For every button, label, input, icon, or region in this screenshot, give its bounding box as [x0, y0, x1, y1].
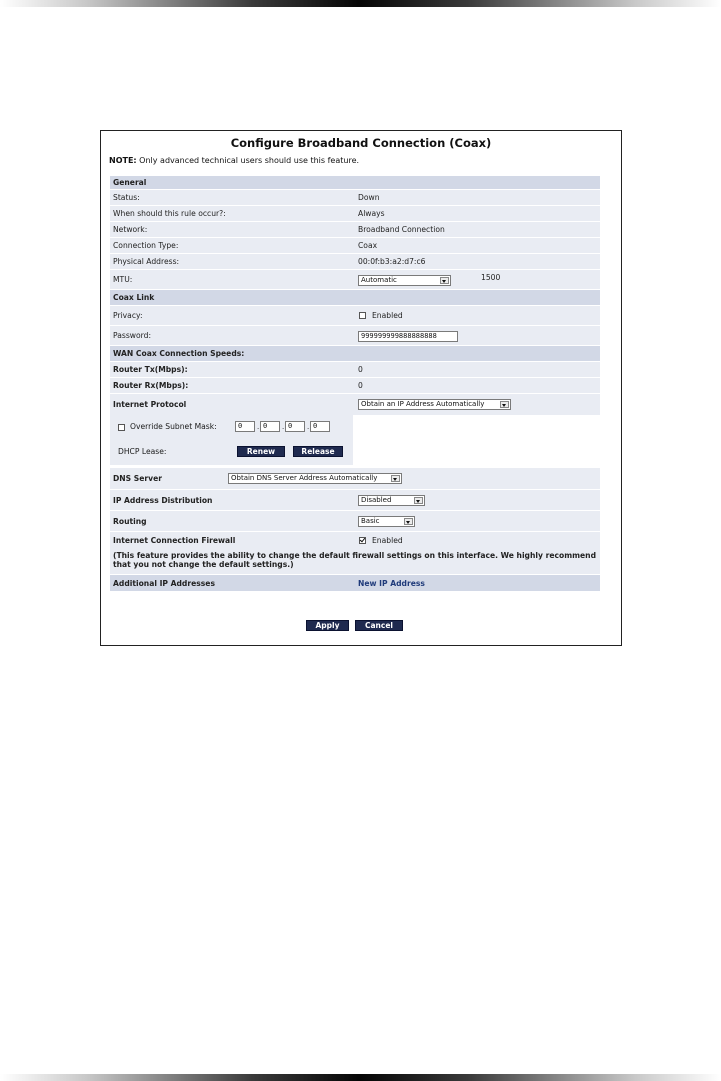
- firewall-note: (This feature provides the ability to change the default firewall settings on this interface. We highly recommend that you not change the default settings.): [113, 551, 597, 569]
- row-ip-distribution: [110, 489, 600, 510]
- row-router-tx: [110, 361, 600, 377]
- row-additional-ip: [110, 574, 600, 591]
- network-label: Network:: [113, 225, 148, 234]
- subnet-octet-1[interactable]: 0: [235, 421, 255, 432]
- internet-protocol-label: Internet Protocol: [113, 400, 187, 409]
- page-title: Configure Broadband Connection (Coax): [230, 136, 492, 150]
- additional-ip-label: Additional IP Addresses: [113, 579, 215, 588]
- row-dns-server: [110, 467, 600, 489]
- row-rule: [110, 205, 600, 221]
- wan-speeds-header: WAN Coax Connection Speeds:: [113, 349, 245, 358]
- new-ip-address-link[interactable]: New IP Address: [358, 579, 425, 588]
- firewall-label: Internet Connection Firewall: [113, 536, 236, 545]
- physical-address-label: Physical Address:: [113, 257, 180, 266]
- password-input[interactable]: 999999999888888888: [358, 331, 458, 342]
- row-mtu: [110, 269, 600, 289]
- subnet-octet-4[interactable]: 0: [310, 421, 330, 432]
- note-text: [109, 156, 359, 165]
- router-tx-value: 0: [358, 365, 363, 374]
- bottom-decorative-bar: [0, 1074, 721, 1081]
- chevron-down-icon: [414, 497, 423, 504]
- row-routing: [110, 510, 600, 531]
- chevron-down-icon: [500, 401, 509, 408]
- mtu-value: 1500: [481, 273, 501, 282]
- dns-server-select-value: Obtain DNS Server Address Automatically: [231, 474, 378, 482]
- chevron-down-icon: [391, 475, 400, 482]
- firewall-enabled-label: Enabled: [372, 536, 403, 545]
- router-rx-value: 0: [358, 381, 363, 390]
- status-label: Status:: [113, 193, 140, 202]
- status-value: Down: [358, 193, 380, 202]
- rule-value: Always: [358, 209, 385, 218]
- release-button[interactable]: Release: [293, 446, 343, 457]
- mtu-select-value: Automatic: [361, 276, 397, 284]
- internet-protocol-select[interactable]: [358, 399, 511, 410]
- row-router-rx: [110, 377, 600, 393]
- connection-type-value: Coax: [358, 241, 378, 250]
- subnet-octet-3[interactable]: 0: [285, 421, 305, 432]
- chevron-down-icon: [404, 518, 413, 525]
- note-prefix: NOTE:: [109, 156, 137, 165]
- override-subnet-label: Override Subnet Mask:: [130, 422, 217, 431]
- subnet-dot: .: [282, 423, 285, 431]
- connection-type-label: Connection Type:: [113, 241, 179, 250]
- routing-select-value: Basic: [361, 517, 380, 525]
- general-header: General: [113, 178, 147, 187]
- privacy-enabled-label: Enabled: [372, 311, 403, 320]
- internet-protocol-subpanel: [110, 415, 353, 465]
- row-firewall: [110, 531, 600, 548]
- top-decorative-bar: [0, 0, 721, 7]
- row-firewall-note: [110, 548, 600, 574]
- row-internet-protocol: [110, 393, 600, 415]
- section-wan-speeds: [110, 345, 600, 361]
- dhcp-lease-label: DHCP Lease:: [118, 447, 167, 456]
- section-coax-link: [110, 289, 600, 305]
- section-general: [110, 176, 600, 189]
- renew-button[interactable]: Renew: [237, 446, 285, 457]
- privacy-label: Privacy:: [113, 311, 143, 320]
- config-panel: [100, 130, 622, 646]
- note-body: Only advanced technical users should use this feature.: [136, 156, 360, 165]
- privacy-checkbox[interactable]: [359, 312, 366, 319]
- password-label: Password:: [113, 331, 152, 340]
- row-status: [110, 189, 600, 205]
- physical-address-value: 00:0f:b3:a2:d7:c6: [358, 257, 426, 266]
- row-physical-address: [110, 253, 600, 269]
- row-password: [110, 325, 600, 345]
- mtu-select[interactable]: [358, 275, 451, 286]
- row-privacy: [110, 305, 600, 325]
- subnet-octet-2[interactable]: 0: [260, 421, 280, 432]
- router-tx-label: Router Tx(Mbps):: [113, 365, 188, 374]
- ip-distribution-label: IP Address Distribution: [113, 496, 213, 505]
- subnet-dot: .: [257, 423, 260, 431]
- apply-button[interactable]: Apply: [306, 620, 349, 631]
- chevron-down-icon: [440, 277, 449, 284]
- routing-select[interactable]: [358, 516, 415, 527]
- ip-distribution-select-value: Disabled: [361, 496, 392, 504]
- row-connection-type: [110, 237, 600, 253]
- cancel-button[interactable]: Cancel: [355, 620, 403, 631]
- dns-server-select[interactable]: [228, 473, 402, 484]
- routing-label: Routing: [113, 517, 147, 526]
- rule-label: When should this rule occur?:: [113, 209, 226, 218]
- ip-distribution-select[interactable]: [358, 495, 425, 506]
- coax-link-header: Coax Link: [113, 293, 155, 302]
- internet-protocol-select-value: Obtain an IP Address Automatically: [361, 400, 485, 408]
- network-value: Broadband Connection: [358, 225, 445, 234]
- subnet-dot: .: [307, 423, 310, 431]
- row-network: [110, 221, 600, 237]
- dns-server-label: DNS Server: [113, 474, 162, 483]
- firewall-checkbox[interactable]: [359, 537, 366, 544]
- mtu-label: MTU:: [113, 275, 133, 284]
- router-rx-label: Router Rx(Mbps):: [113, 381, 189, 390]
- override-subnet-checkbox[interactable]: [118, 424, 125, 431]
